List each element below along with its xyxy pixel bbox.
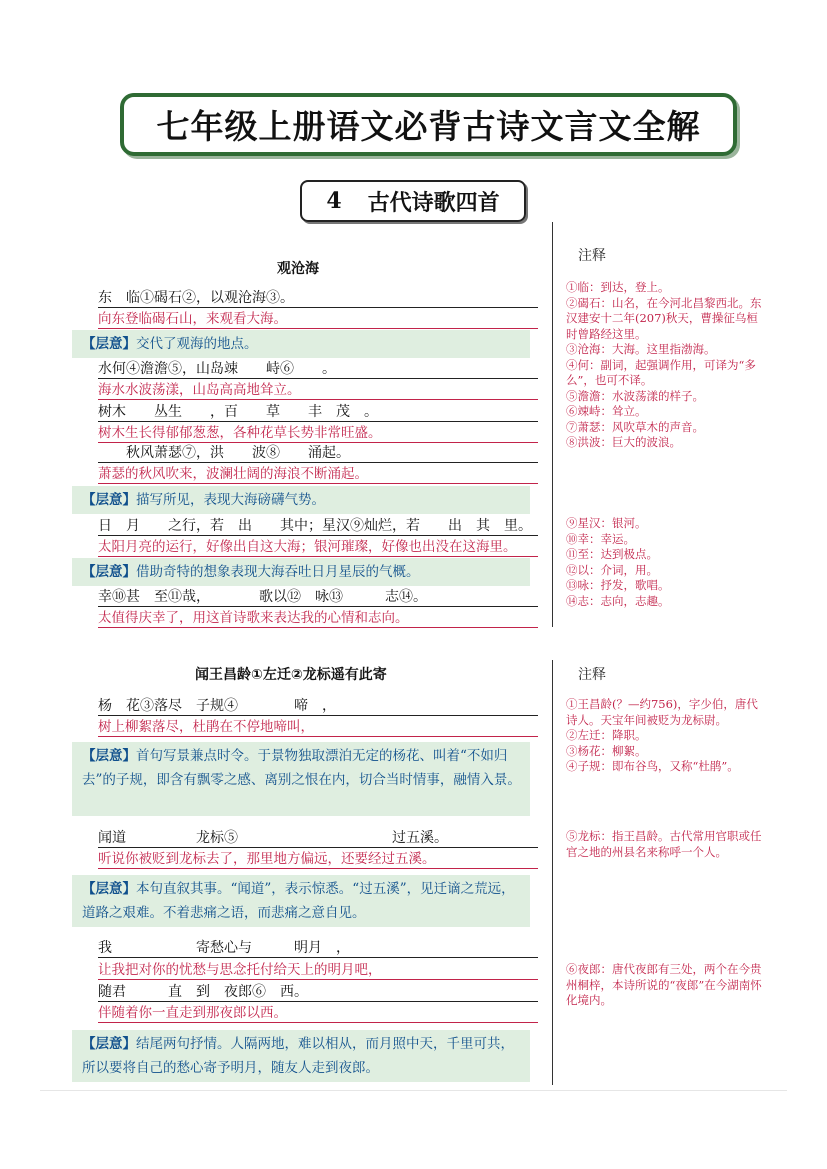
translation-line: 树上柳絮落尽，杜鹃在不停地啼叫，	[98, 718, 538, 737]
translation-line: 海水水波荡漾，山岛高高地耸立。	[98, 381, 538, 400]
poem-line: 随君 直 到 夜郎⑥ 西。	[98, 983, 538, 1002]
page-bottom-rule	[40, 1090, 787, 1091]
layer-text: 本句直叙其事。“闻道”，表示惊悉。“过五溪”，见迁谪之荒远，道路之艰难。不着悲痛之语，而悲痛之意自见。	[82, 881, 515, 921]
section-title-text: 古代诗歌四首	[367, 189, 500, 216]
note-item: ③杨花：柳絮。	[566, 743, 647, 758]
note-item: ①临：到达，登上。	[566, 280, 670, 294]
poem-line: 闻道 龙标⑤ 过五溪。	[98, 829, 538, 848]
layer-label: 【层意】	[82, 336, 136, 352]
poem-line: 秋风萧瑟⑦，洪 波⑧ 涌起。	[98, 444, 538, 463]
poem-line: 日 月 之行，若 出 其中；星汉⑨灿烂，若 出 其 里。	[98, 517, 538, 536]
translation-line: 让我把对你的忧愁与思念托付给天上的明月吧，	[98, 961, 538, 980]
layer-text: 描写所见，表现大海磅礴气势。	[136, 492, 325, 508]
layer-meaning-box	[72, 486, 530, 514]
note-item: ①王昌龄(？—约756)，字少伯，唐代诗人。天宝年间被贬为龙标尉。	[566, 697, 758, 727]
poem-title: 闻王昌龄①左迁②龙标遥有此寄	[195, 667, 387, 683]
section-number: 4	[326, 188, 342, 214]
notes-list	[566, 829, 766, 860]
section-title	[300, 180, 526, 222]
note-item: ②碣石：山名，在今河北昌黎西北。东汉建安十二年(207)秋天，曹操征乌桓时曾路经这里。	[566, 295, 762, 341]
poem-line: 树木 丛生 ，百 草 丰 茂 。	[98, 403, 538, 422]
note-item: ⑥夜郎：唐代夜郎有三处，两个在今贵州桐梓，本诗所说的“夜郎”在今湖南怀化境内。	[566, 962, 762, 1007]
poem-line: 我 寄愁心与 明月 ，	[98, 939, 538, 958]
note-item: ⑨星汉：银河。	[566, 516, 647, 530]
layer-text: 交代了观海的地点。	[136, 336, 258, 352]
poem-line: 幸⑩甚 至⑪哉， 歌以⑫ 咏⑬ 志⑭。	[98, 588, 538, 607]
translation-line: 向东登临碣石山，来观看大海。	[98, 310, 538, 329]
note-item: ⑧洪波：巨大的波浪。	[566, 435, 681, 449]
column-divider	[552, 222, 553, 627]
note-item: ⑦萧瑟：风吹草木的声音。	[566, 419, 704, 434]
translation-line: 树木生长得郁郁葱葱，各种花草长势非常旺盛。	[98, 424, 538, 443]
translation-line: 太值得庆幸了，用这首诗歌来表达我的心情和志向。	[98, 609, 538, 628]
column-divider	[552, 660, 553, 1085]
layer-text: 结尾两句抒情。人隔两地，难以相从，而月照中天，千里可共，所以要将自己的愁心寄予明月，随友人走到夜郎。	[82, 1036, 514, 1076]
poem-title: 观沧海	[277, 261, 319, 277]
layer-label: 【层意】	[82, 492, 136, 508]
note-item: ④子规：即布谷鸟，又称“杜鹃”。	[566, 759, 739, 773]
note-item: ③沧海：大海。这里指渤海。	[566, 342, 716, 356]
notes-list	[566, 962, 766, 1009]
notes-list	[566, 697, 766, 775]
layer-meaning-box	[72, 330, 530, 358]
poem-line: 杨 花③落尽 子规④ 啼 ，	[98, 697, 538, 716]
translation-line: 太阳月亮的运行，好像出自这大海；银河璀璨，好像也出没在这海里。	[98, 538, 538, 557]
layer-meaning-box	[72, 1030, 530, 1082]
layer-meaning-box	[72, 875, 530, 927]
layer-text: 借助奇特的想象表现大海吞吐日月星辰的气概。	[136, 564, 420, 580]
note-item: ⑪至：达到极点。	[566, 547, 658, 561]
note-item: ⑤龙标：指王昌龄。古代常用官职或任官之地的州县名来称呼一个人。	[566, 829, 762, 859]
notes-heading: 注释	[578, 667, 606, 683]
layer-label: 【层意】	[82, 564, 136, 580]
notes-heading: 注释	[578, 248, 606, 264]
note-item: ⑫以：介词，用。	[566, 562, 658, 577]
note-item: ⑭志：志向，志趣。	[566, 593, 670, 608]
layer-label: 【层意】	[82, 1036, 136, 1052]
note-item: ⑥竦峙：耸立。	[566, 404, 647, 418]
translation-line: 听说你被贬到龙标去了，那里地方偏远，还要经过五溪。	[98, 850, 538, 869]
layer-meaning-box	[72, 742, 530, 816]
poem-line: 水何④澹澹⑤，山岛竦 峙⑥ 。	[98, 360, 538, 379]
translation-line: 萧瑟的秋风吹来，波澜壮阔的海浪不断涌起。	[98, 465, 538, 484]
layer-meaning-box	[72, 558, 530, 586]
note-item: ⑤澹澹：水波荡漾的样子。	[566, 388, 704, 403]
page-main-title: 七年级上册语文必背古诗文言文全解	[120, 93, 737, 156]
layer-label: 【层意】	[82, 748, 136, 764]
poem-line: 东 临①碣石②，以观沧海③。	[98, 289, 538, 308]
layer-text: 首句写景兼点时令。于景物独取漂泊无定的杨花、叫着“不如归去”的子规，即含有飘零之感、离别之恨在内，切合当时情事，融情入景。	[82, 748, 521, 788]
notes-list	[566, 516, 766, 609]
translation-line: 伴随着你一直走到那夜郎以西。	[98, 1004, 538, 1023]
note-item: ⑩幸：幸运。	[566, 531, 635, 546]
notes-list	[566, 280, 766, 451]
note-item: ②左迁：降职。	[566, 728, 647, 742]
note-item: ④何：副词，起强调作用，可译为“多么”，也可不译。	[566, 357, 756, 387]
note-item: ⑬咏：抒发，歌唱。	[566, 578, 670, 592]
layer-label: 【层意】	[82, 881, 136, 897]
